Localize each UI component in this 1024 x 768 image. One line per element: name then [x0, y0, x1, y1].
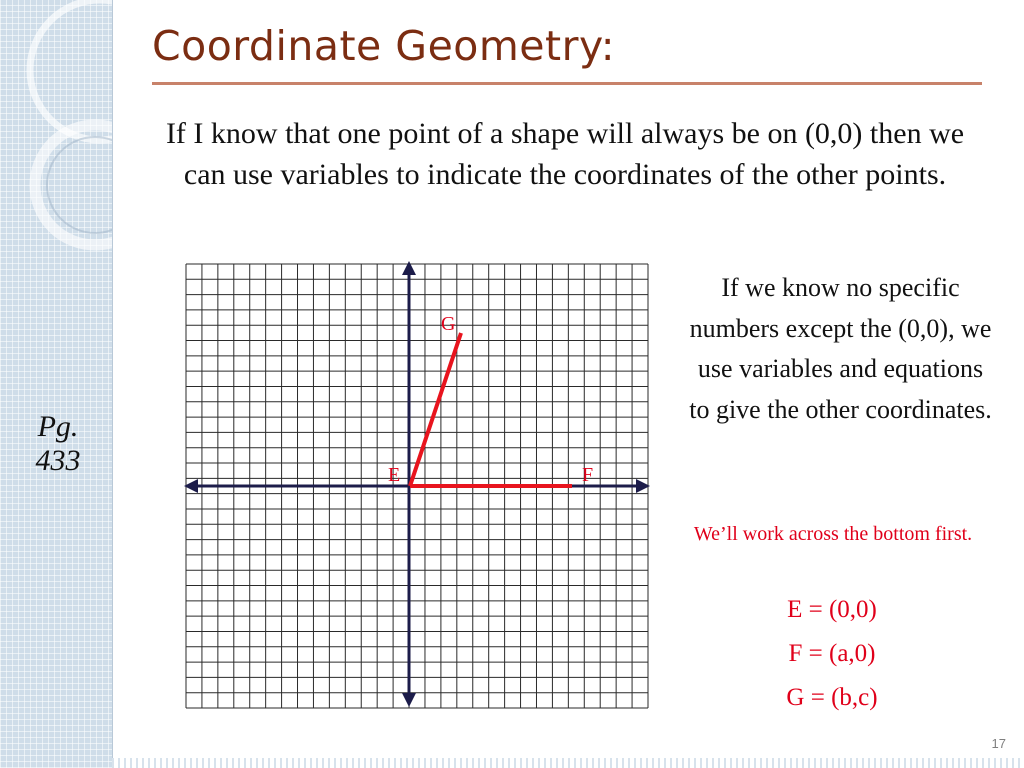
point-label-e: E	[388, 464, 401, 486]
work-note-text: We’ll work across the bottom first.	[693, 523, 973, 545]
point-label-f: F	[582, 464, 594, 486]
decorative-bottom-strip	[112, 758, 1024, 768]
coordinate-e: E = (0,0)	[787, 596, 877, 623]
decorative-sidebar	[0, 0, 113, 768]
intro-text: If I know that one point of a shape will always be on (0,0) then we can use variables to indicate the coordinates of the other points.	[165, 117, 965, 191]
side-note-text: If we know no specific numbers except the (0,0), we use variables and equations to give the other coordinates.	[689, 273, 992, 424]
decorative-rings	[0, 0, 112, 300]
coordinate-grid-figure	[180, 256, 654, 712]
slide-number: 17	[991, 736, 1006, 751]
y-axis-bottom-arrow	[402, 693, 416, 707]
title-underline	[152, 82, 982, 85]
coordinate-list	[700, 588, 964, 720]
point-label-g: G	[441, 313, 456, 335]
page-reference-label: Pg.	[37, 410, 79, 443]
page-reference-number: 433	[35, 444, 81, 477]
y-axis-top-arrow	[402, 261, 416, 275]
slide-title: Coordinate Geometry:	[152, 22, 616, 70]
coordinate-g: G = (b,c)	[786, 684, 878, 711]
coordinate-f: F = (a,0)	[788, 640, 876, 667]
page-reference	[20, 410, 96, 478]
